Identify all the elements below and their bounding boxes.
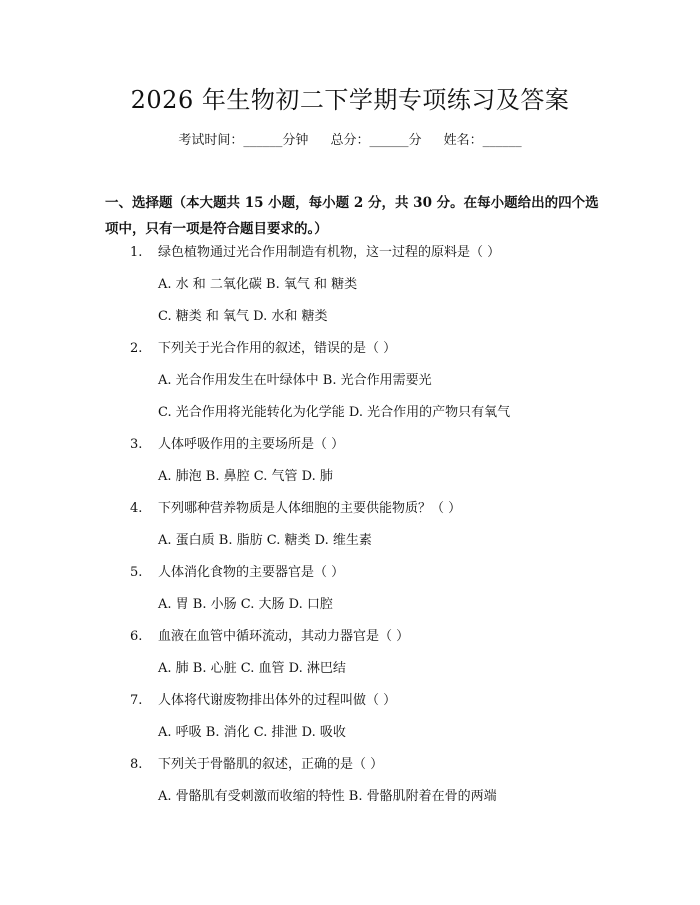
section-heading: 一、选择题（本大题共 15 小题，每小题 2 分，共 30 分。在每小题给出的四个选项中，只有一项是符合题目要求的。） — [105, 195, 599, 237]
question-7 — [130, 691, 610, 711]
question-7-options: A. 呼吸 B. 消化 C. 排泄 D. 吸收 — [158, 725, 346, 740]
question-3 — [130, 435, 610, 455]
question-number: 7. — [130, 693, 143, 708]
question-2-options-line-1: A. 光合作用发生在叶绿体中 B. 光合作用需要光 — [158, 373, 432, 388]
question-1 — [130, 243, 610, 263]
question-5 — [130, 563, 610, 583]
question-8 — [130, 755, 610, 775]
question-text: 人体将代谢废物排出体外的过程叫做（ ） — [158, 693, 397, 708]
question-text: 人体呼吸作用的主要场所是（ ） — [158, 437, 345, 452]
question-text: 人体消化食物的主要器官是（ ） — [158, 565, 345, 580]
question-6 — [130, 627, 610, 647]
question-number: 4. — [130, 501, 143, 516]
question-4 — [130, 499, 610, 519]
question-6-options: A. 肺 B. 心脏 C. 血管 D. 淋巴结 — [158, 661, 346, 676]
question-number: 3. — [130, 437, 143, 452]
question-number: 5. — [130, 565, 143, 580]
question-5-options: A. 胃 B. 小肠 C. 大肠 D. 口腔 — [158, 597, 333, 612]
question-text: 下列关于骨骼肌的叙述，正确的是（ ） — [158, 757, 384, 772]
question-2 — [130, 339, 610, 359]
exam-score: 总分：______分 — [330, 133, 422, 148]
question-number: 2. — [130, 341, 143, 356]
question-number: 1. — [130, 245, 143, 260]
exam-info — [0, 131, 700, 151]
question-1-options-line-2: C. 糖类 和 氧气 D. 水和 糖类 — [158, 309, 328, 324]
student-name: 姓名：______ — [443, 133, 522, 148]
question-text: 血液在血管中循环流动，其动力器官是（ ） — [158, 629, 410, 644]
question-text: 下列哪种营养物质是人体细胞的主要供能物质？（ ） — [158, 501, 462, 516]
question-1-options-line-1: A. 水 和 二氧化碳 B. 氧气 和 糖类 — [158, 277, 358, 292]
question-text: 绿色植物通过光合作用制造有机物，这一过程的原料是（ ） — [158, 245, 501, 260]
question-8-options: A. 骨骼肌有受刺激而收缩的特性 B. 骨骼肌附着在骨的两端 — [158, 789, 497, 804]
exam-time: 考试时间：______分钟 — [178, 133, 309, 148]
question-text: 下列关于光合作用的叙述，错误的是（ ） — [158, 341, 397, 356]
question-3-options: A. 肺泡 B. 鼻腔 C. 气管 D. 肺 — [158, 469, 333, 484]
question-number: 6. — [130, 629, 143, 644]
page-title: 2026 年生物初二下学期专项练习及答案 — [130, 86, 570, 114]
question-2-options-line-2: C. 光合作用将光能转化为化学能 D. 光合作用的产物只有氧气 — [158, 405, 511, 420]
question-4-options: A. 蛋白质 B. 脂肪 C. 糖类 D. 维生素 — [158, 533, 372, 548]
question-number: 8. — [130, 757, 143, 772]
